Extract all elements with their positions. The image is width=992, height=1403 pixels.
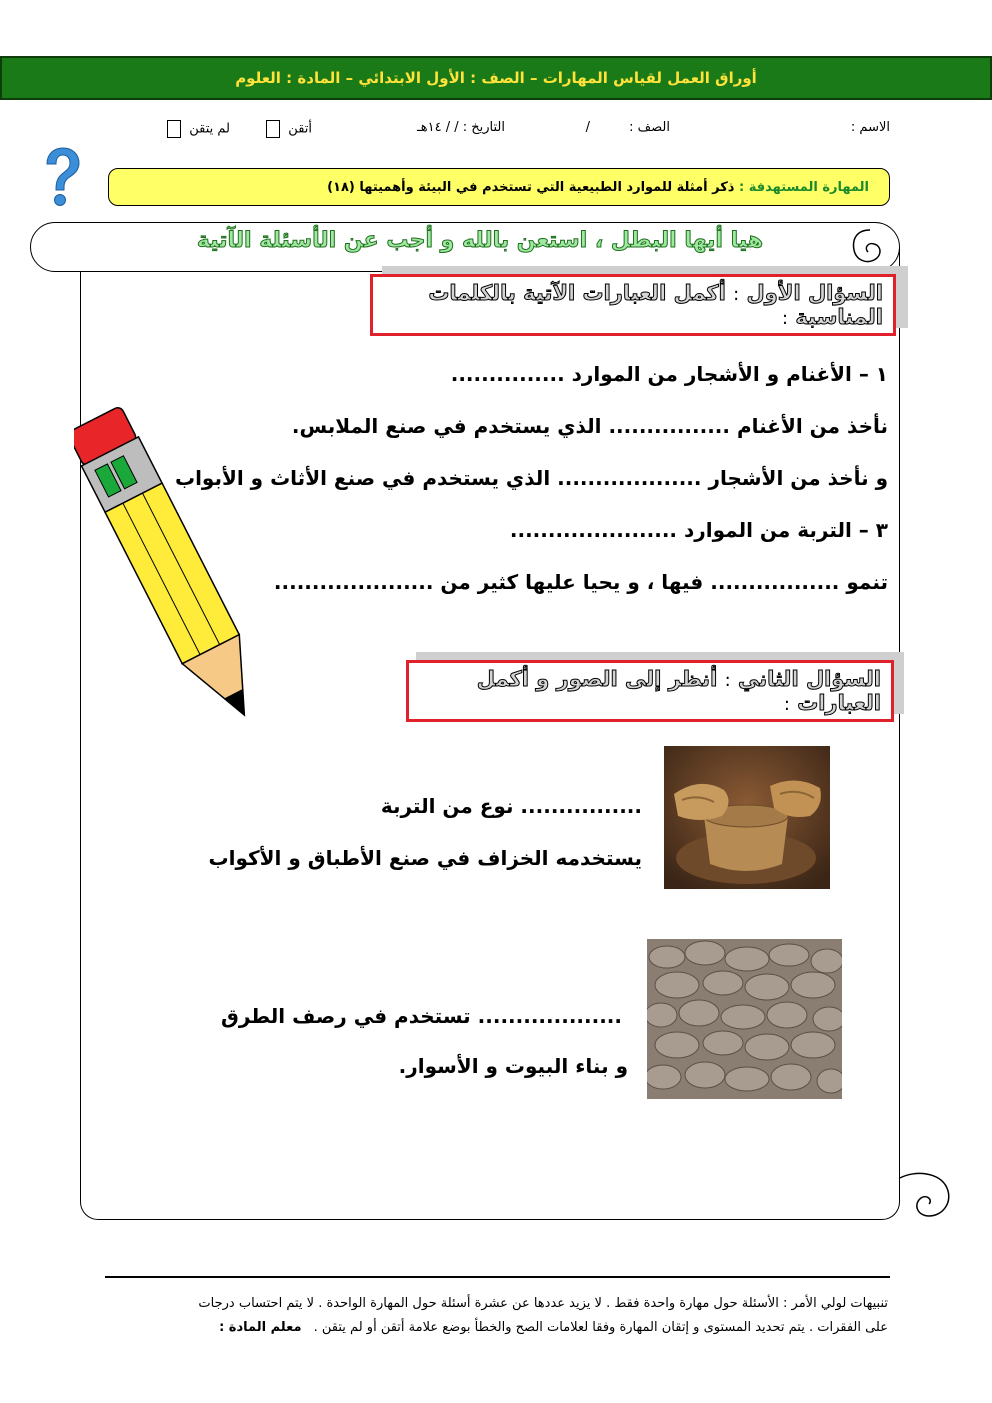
footer-note-text: على الفقرات . يتم تحديد المستوى و إتقان المهارة وفقا لعلامات الصح والخطأ بوضع علامة أتقن أو لم يتقن . <box>313 1320 888 1335</box>
q2-instruction: أنظر إلى الصور و أكمل العبارات <box>476 667 881 715</box>
footer-note-line1: تنبيهات لولي الأمر : الأسئلة حول مهارة واحدة فقط . لا يزيد عددها عن عشرة أسئلة حول المهارة الواحدة . لا يتم احتساب درجات <box>198 1296 888 1311</box>
q2-title-colon: : <box>724 670 731 691</box>
target-skill <box>327 180 869 195</box>
banner-title: أوراق العمل لقياس المهارات – الصف : الأول الابتدائي – المادة : العلوم <box>235 69 757 87</box>
q2-item1-line2: يستخدمه الخزاف في صنع الأطباق و الأكواب <box>208 846 642 870</box>
q2-instruction-colon: : <box>783 694 790 715</box>
mastered-option[interactable] <box>266 120 312 138</box>
teacher-label: معلم المادة : <box>219 1320 302 1335</box>
scroll-curl-top-icon <box>848 228 892 268</box>
q1-instruction: أكمل العبارات الآتية بالكلمات المناسبة <box>428 281 883 329</box>
footer-note-line2 <box>219 1320 888 1335</box>
footer-divider <box>105 1276 890 1278</box>
q1-line-5: تنمو ................. فيها ، و يحيا عليها كثير من ..................... <box>273 570 888 594</box>
q2-item1-line1: ................ نوع من التربة <box>380 794 642 818</box>
not-mastered-checkbox[interactable] <box>167 120 181 138</box>
mastered-label: أتقن <box>288 121 312 137</box>
header-banner <box>0 56 992 100</box>
q2-box <box>406 660 894 722</box>
q1-title-colon: : <box>733 284 740 305</box>
q1-box <box>370 274 896 336</box>
q1-instruction-colon: : <box>782 308 789 329</box>
q1-line-1: ١ – الأغنام و الأشجار من الموارد ............... <box>450 362 888 386</box>
not-mastered-option[interactable] <box>167 120 230 138</box>
mastered-checkbox[interactable] <box>266 120 280 138</box>
scroll-curl-bottom-icon <box>895 1170 955 1224</box>
q1-line-4: ٣ – التربة من الموارد ...................... <box>509 518 888 542</box>
q1-heading <box>373 281 883 329</box>
q2-item2-line2: و بناء البيوت و الأسوار. <box>398 1054 628 1078</box>
class-slash: / <box>585 120 590 135</box>
q1-line-2: نأخذ من الأغنام ................ الذي يستخدم في صنع الملابس. <box>291 414 888 438</box>
class-label: الصف : <box>629 120 670 135</box>
question-mark-icon <box>38 146 84 208</box>
target-skill-label: المهارة المستهدفة : <box>739 179 869 195</box>
pencil-icon <box>74 392 274 762</box>
q2-item2-line1: ................... تستخدم في رصف الطرق <box>220 1004 622 1028</box>
scroll-title: هيا أيها البطل ، استعن بالله و أجب عن الأسئلة الآتية <box>196 228 764 253</box>
q2-title: السؤال الثاني <box>737 667 881 691</box>
q1-line-3: و نأخذ من الأشجار ................... الذي يستخدم في صنع الأثاث و الأبواب <box>174 466 888 490</box>
target-skill-text: ذكر أمثلة للموارد الطبيعية التي تستخدم في البيئة وأهميتها (١٨) <box>327 179 735 195</box>
rocks-image <box>647 939 842 1099</box>
q2-heading <box>409 667 881 715</box>
student-info-row <box>160 120 890 144</box>
target-skill-box <box>108 168 890 206</box>
clay-pottery-image <box>664 746 830 889</box>
date-label: التاريخ : / / ١٤هـ <box>416 120 505 135</box>
q1-title: السؤال الأول <box>746 281 883 305</box>
not-mastered-label: لم يتقن <box>189 121 230 137</box>
name-label: الاسم : <box>850 120 890 135</box>
